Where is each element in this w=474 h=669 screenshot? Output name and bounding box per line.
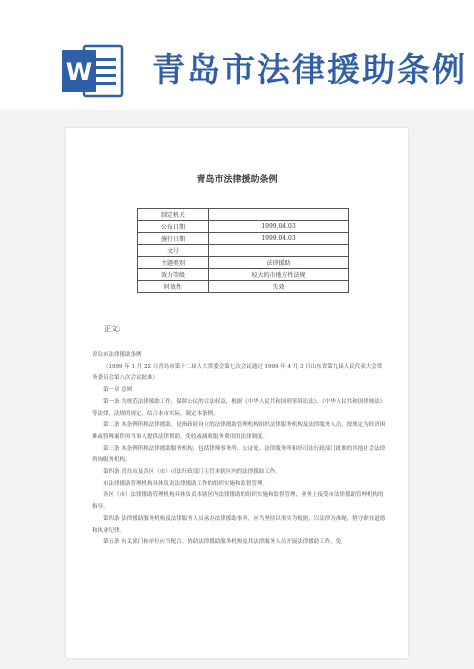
metadata-label: 施行日期	[138, 233, 209, 245]
body-paragraph: （1999 年 1 月 22 日青岛市第十二届人大常委会第七次会议通过 1999 年 4 月 3 日山东省第九届人民代表大会常务委员会第八次会议批准）	[92, 363, 383, 382]
body-paragraph: 第二条 本条例所称法律援助，是指政府设立的法律援助管理机构组织法律服务机构及法律服务人员，按规定为经济困难或特殊案件的当事人提供法律帮助，免收或减收服务费用的法律制度。	[92, 422, 386, 440]
document-body	[92, 350, 386, 549]
metadata-label: 制定机关	[138, 209, 209, 221]
metadata-label: 时效性	[138, 281, 209, 293]
metadata-label: 主题类别	[138, 257, 209, 269]
metadata-label: 公布日期	[138, 221, 209, 233]
body-paragraph: 市法律援助管理机构具体负责法律援助工作的组织实施和监督管理。	[103, 480, 269, 487]
body-paragraph: 各区（市）法律援助管理机构具体负责本辖区内法律援助的组织实施和监督管理，业务上接受市法律援助管理机构的指导。	[92, 492, 384, 511]
metadata-row	[138, 281, 349, 293]
metadata-table	[137, 208, 349, 293]
metadata-row	[138, 221, 349, 233]
word-document-icon	[60, 42, 124, 100]
metadata-value	[209, 209, 349, 221]
body-paragraph: 第四条 法律援助服务机构及法律服务人员承办法律援助事务，应当坚持以事实为根据，以法律为准绳，恪守职业道德和执业纪律。	[92, 515, 386, 534]
metadata-row	[138, 209, 349, 221]
metadata-label: 效力等级	[138, 269, 209, 281]
metadata-row	[138, 269, 349, 281]
metadata-value: 法律援助	[209, 257, 349, 269]
document-title: 青岛市法律援助条例	[196, 175, 278, 185]
metadata-row	[138, 257, 349, 269]
body-paragraph: 第四条 青岛市及各区（市）司法行政部门主管本辖区内的法律援助工作。	[103, 469, 281, 476]
metadata-label: 文号	[138, 245, 209, 257]
metadata-value: 1999.04.03	[209, 233, 349, 245]
header-banner	[0, 0, 474, 110]
body-paragraph: 青岛市法律援助条例	[92, 352, 142, 358]
page-title: 青岛市法律援助条例	[152, 50, 467, 89]
metadata-value: 失效	[209, 281, 349, 293]
body-paragraph: 第三条 本条例所称法律援助服务机构，包括律师事务所、公证处、法律服务所和经司法行政部门批准的其他社会法律咨询服务机构。	[92, 445, 386, 464]
document-page	[66, 128, 408, 658]
body-paragraph: 第五条 有关部门和单位应当配合、协助法律援助服务机构及其法律服务人员开展法律援助工作，免	[103, 539, 342, 546]
body-label: 正文:	[104, 325, 121, 333]
metadata-row	[138, 245, 349, 257]
body-paragraph: 第一章 总则	[103, 387, 133, 394]
word-icon-letter: W	[65, 58, 93, 86]
metadata-value: 较大的市地方性法规	[209, 269, 349, 281]
metadata-row	[138, 233, 349, 245]
body-paragraph: 第一条 为规范法律援助工作，保障公民的合法权益，根据《中华人民共和国刑事诉讼法》、《中华人民共和国律师法》等法律、法规的规定，结合本市实际，制定本条例。	[92, 398, 386, 417]
metadata-value	[209, 245, 349, 257]
metadata-value: 1999.04.03	[209, 221, 349, 233]
